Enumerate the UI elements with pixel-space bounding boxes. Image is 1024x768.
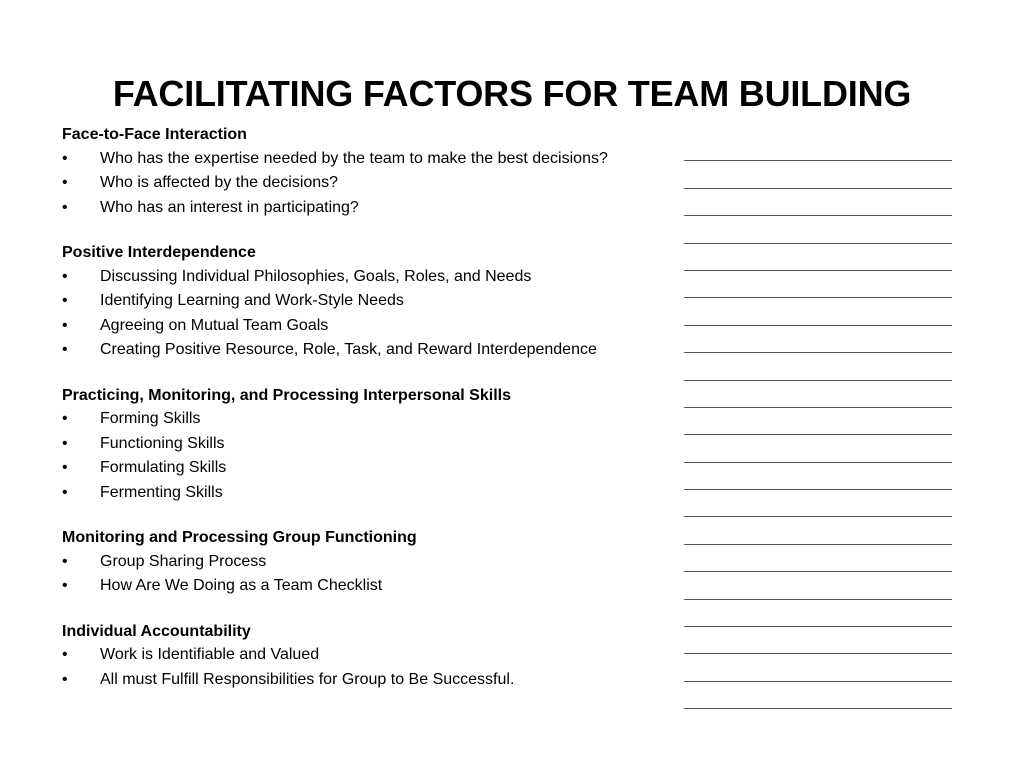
list-item-text: Identifying Learning and Work-Style Needs: [100, 292, 404, 309]
note-line: [684, 435, 952, 462]
note-line: [684, 244, 952, 271]
bullet-icon: •: [62, 434, 68, 452]
section-heading: Face-to-Face Interaction: [62, 126, 247, 143]
section-positive-interdependence: [62, 242, 662, 360]
list-item: [62, 316, 660, 336]
section-interpersonal-skills: [62, 385, 662, 503]
list-item: [62, 458, 620, 478]
list-item-text: Who has the expertise needed by the team to make the best decisions?: [100, 149, 608, 167]
bullet-icon: •: [62, 552, 68, 570]
list-item: [62, 149, 620, 169]
list-item: [62, 291, 660, 311]
note-lines-column: [684, 134, 952, 709]
list-item-text: Formulating Skills: [100, 459, 227, 476]
note-line: [684, 408, 952, 435]
list-item-text: Who has an interest in participating?: [100, 198, 359, 216]
note-line: [684, 326, 952, 353]
list-item-text: Agreeing on Mutual Team Goals: [100, 316, 329, 334]
list-item-text: Group Sharing Process: [100, 552, 267, 570]
list-item: [62, 409, 620, 429]
note-line: [684, 545, 952, 572]
list-item: [62, 198, 620, 218]
list-item: [62, 645, 660, 665]
bullet-icon: •: [62, 316, 68, 334]
note-line: [684, 134, 952, 161]
list-item-text: How Are We Doing as a Team Checklist: [100, 577, 383, 594]
list-item: [62, 267, 660, 287]
section-individual-accountability: [62, 621, 662, 690]
list-item-text: Work is Identifiable and Valued: [100, 646, 320, 663]
list-item-text: Functioning Skills: [100, 434, 225, 452]
list-item: [62, 173, 620, 193]
list-item-text: Forming Skills: [100, 410, 201, 427]
note-line: [684, 381, 952, 408]
bullet-icon: •: [62, 483, 68, 501]
bullet-icon: •: [62, 149, 68, 167]
bullet-icon: •: [62, 292, 68, 309]
list-item-text: All must Fulfill Responsibilities for Group to Be Successful.: [100, 670, 515, 688]
bullet-icon: •: [62, 174, 68, 191]
list-item: [62, 434, 620, 454]
list-item: [62, 340, 660, 360]
note-line: [684, 353, 952, 380]
bullet-icon: •: [62, 577, 68, 594]
note-line: [684, 490, 952, 517]
list-item-text: Creating Positive Resource, Role, Task, and Reward Interdependence: [100, 341, 597, 358]
bullet-icon: •: [62, 646, 68, 663]
note-line: [684, 189, 952, 216]
note-line: [684, 600, 952, 627]
bullet-icon: •: [62, 341, 68, 358]
list-item-text: Discussing Individual Philosophies, Goals, Roles, and Needs: [100, 267, 532, 285]
note-line: [684, 517, 952, 544]
bullet-icon: •: [62, 198, 68, 216]
factors-list: [62, 124, 662, 714]
list-item: [62, 670, 660, 690]
section-heading: Individual Accountability: [62, 622, 251, 640]
note-line: [684, 298, 952, 325]
bullet-icon: •: [62, 670, 68, 688]
list-item: [62, 483, 620, 503]
section-heading: Positive Interdependence: [62, 244, 256, 261]
note-line: [684, 682, 952, 709]
note-line: [684, 572, 952, 599]
note-line: [684, 654, 952, 681]
note-line: [684, 216, 952, 243]
section-heading: Monitoring and Processing Group Functioning: [62, 529, 417, 546]
note-line: [684, 161, 952, 188]
section-group-functioning: [62, 527, 662, 596]
note-line: [684, 627, 952, 654]
list-item-text: Who is affected by the decisions?: [100, 174, 339, 191]
bullet-icon: •: [62, 459, 68, 476]
bullet-icon: •: [62, 410, 68, 427]
page-title: FACILITATING FACTORS FOR TEAM BUILDING: [112, 73, 912, 114]
section-face-to-face: [62, 124, 662, 218]
note-line: [684, 271, 952, 298]
list-item-text: Fermenting Skills: [100, 483, 223, 501]
section-heading: Practicing, Monitoring, and Processing Interpersonal Skills: [62, 386, 511, 404]
bullet-icon: •: [62, 267, 68, 285]
list-item: [62, 576, 620, 596]
list-item: [62, 552, 620, 572]
note-line: [684, 463, 952, 490]
